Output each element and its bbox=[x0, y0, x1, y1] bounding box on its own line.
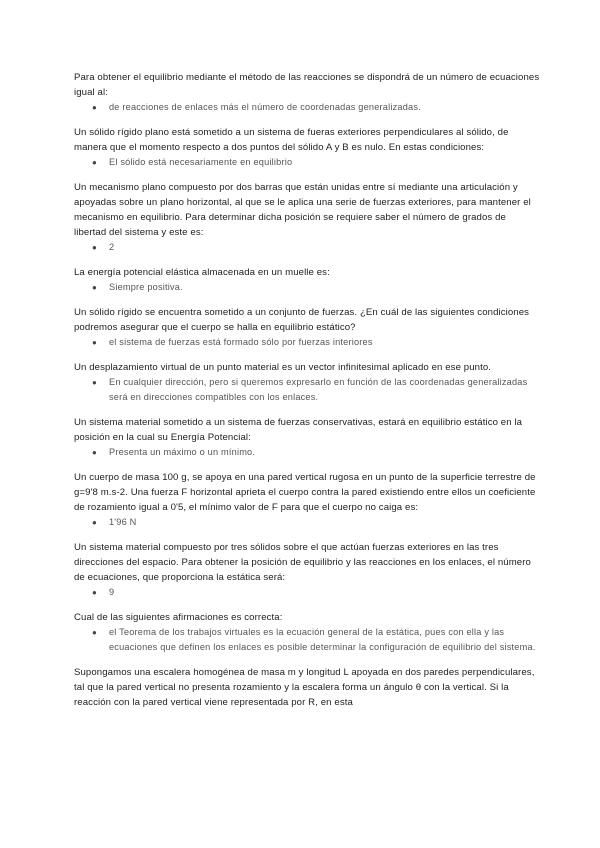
question-block-1 bbox=[74, 70, 540, 115]
answer-list bbox=[74, 375, 540, 405]
question-block-8 bbox=[74, 470, 540, 530]
answer-item bbox=[92, 280, 540, 295]
answer-text: el sistema de fuerzas está formado sólo por fuerzas interiores bbox=[109, 337, 373, 347]
answer-list bbox=[74, 335, 540, 350]
answer-item bbox=[92, 240, 540, 255]
question-text: Un mecanismo plano compuesto por dos barras que están unidas entre sí mediante una articulación y apoyadas sobre un plano horizontal, al que se le aplica una serie de fuerzas exteriores, para mantener el mecanismo en equilibrio. Para determinar dicha posición se requiere saber el número de grados de libertad del sistema y este es: bbox=[74, 182, 531, 238]
answer-list bbox=[74, 515, 540, 530]
bullet-icon: ● bbox=[92, 103, 98, 112]
answer-text: el Teorema de los trabajos virtuales es la ecuación general de la estática, pues con ella y las ecuaciones que definen los enlaces es posible determinar la configuración de equilibrio del sistema. bbox=[109, 627, 536, 652]
question-block-6 bbox=[74, 360, 540, 405]
answer-text: El sólido está necesariamente en equilibrio bbox=[109, 157, 293, 167]
question-text: Para obtener el equilibrio mediante el método de las reacciones se dispondrá de un número de ecuaciones igual al: bbox=[74, 72, 540, 98]
answer-text: En cualquier dirección, pero si queremos expresarlo en función de las coordenadas generalizadas será en direcciones compatibles con los enlaces. bbox=[109, 377, 528, 402]
answer-item bbox=[92, 335, 540, 350]
answer-list bbox=[74, 240, 540, 255]
answer-item bbox=[92, 445, 540, 460]
bullet-icon: ● bbox=[92, 283, 98, 292]
answer-text: 1'96 N bbox=[109, 517, 137, 527]
answer-list bbox=[74, 445, 540, 460]
question-text: Un sistema material sometido a un sistema de fuerzas conservativas, estará en equilibrio estático en la posición en la cual su Energía Potencial: bbox=[74, 417, 523, 443]
answer-list bbox=[74, 100, 540, 115]
answer-text: Siempre positiva. bbox=[109, 282, 183, 292]
question-block-4 bbox=[74, 265, 540, 295]
bullet-icon: ● bbox=[92, 338, 98, 347]
answer-text: Presenta un máximo o un mínimo. bbox=[109, 447, 256, 457]
question-block-2 bbox=[74, 125, 540, 170]
bullet-icon: ● bbox=[92, 448, 98, 457]
answer-list bbox=[74, 280, 540, 295]
question-text: Un sólido rígido se encuentra sometido a un conjunto de fuerzas. ¿En cuál de las siguientes condiciones podremos asegurar que el cuerpo se halla en equilibrio estático? bbox=[74, 307, 530, 333]
answer-item bbox=[92, 515, 540, 530]
answer-item bbox=[92, 100, 540, 115]
question-text: Un sólido rígido plano está sometido a un sistema de fueras exteriores perpendiculares al sólido, de manera que el momento respecto a dos puntos del sólido A y B es nulo. En estas condiciones: bbox=[74, 127, 509, 153]
answer-item bbox=[92, 585, 540, 600]
question-block-7 bbox=[74, 415, 540, 460]
bullet-icon: ● bbox=[92, 588, 98, 597]
answer-list bbox=[74, 155, 540, 170]
answer-item bbox=[92, 625, 540, 655]
answer-item bbox=[92, 155, 540, 170]
bullet-icon: ● bbox=[92, 518, 98, 527]
bullet-icon: ● bbox=[92, 243, 98, 252]
answer-text: de reacciones de enlaces más el número de coordenadas generalizadas. bbox=[109, 102, 421, 112]
question-text: Supongamos una escalera homogénea de masa m y longitud L apoyada en dos paredes perpendiculares, tal que la pared vertical no presenta rozamiento y la escalera forma un ángulo θ con la vertical. Si la reacción con la pared vertical viene representada por R, en esta bbox=[74, 667, 535, 708]
question-text: Cual de las siguientes afirmaciones es correcta: bbox=[74, 612, 283, 623]
answer-list bbox=[74, 585, 540, 600]
answer-text: 2 bbox=[109, 242, 115, 252]
question-text: Un desplazamiento virtual de un punto material es un vector infinitesimal aplicado en ese punto. bbox=[74, 362, 492, 373]
question-block-10 bbox=[74, 610, 540, 655]
answer-item bbox=[92, 375, 540, 405]
bullet-icon: ● bbox=[92, 378, 98, 387]
bullet-icon: ● bbox=[92, 158, 98, 167]
question-block-5 bbox=[74, 305, 540, 350]
question-text: La energía potencial elástica almacenada en un muelle es: bbox=[74, 267, 330, 278]
question-block-3 bbox=[74, 180, 540, 255]
question-text: Un sistema material compuesto por tres sólidos sobre el que actúan fuerzas exteriores en las tres direcciones del espacio. Para obtener la posición de equilibrio y las reacciones en los enlaces, el número de ecuaciones, que proporciona la estática será: bbox=[74, 542, 531, 583]
bullet-icon: ● bbox=[92, 628, 98, 637]
answer-list bbox=[74, 625, 540, 655]
question-text: Un cuerpo de masa 100 g, se apoya en una pared vertical rugosa en un punto de la superficie terrestre de g=9'8 m.s-2. Una fuerza F horizontal aprieta el cuerpo contra la pared existiendo entre ellos un coeficiente de rozamiento igual a 0'5, el mínimo valor de F para que el cuerpo no caiga es: bbox=[74, 472, 536, 513]
question-block-9 bbox=[74, 540, 540, 600]
answer-text: 9 bbox=[109, 587, 115, 597]
question-block-11 bbox=[74, 665, 540, 710]
